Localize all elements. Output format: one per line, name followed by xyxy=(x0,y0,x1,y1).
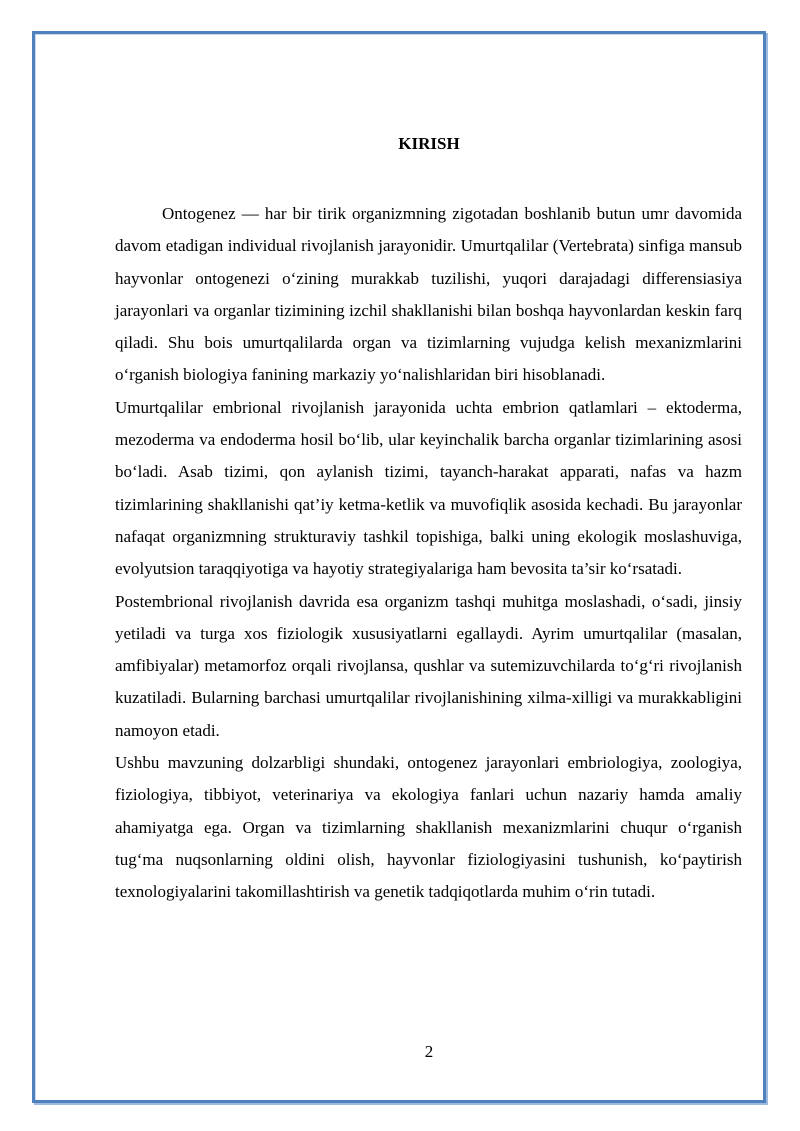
page-number: 2 xyxy=(424,1042,434,1061)
section-heading: KIRISH xyxy=(398,134,460,153)
paragraph-1: Ontogenez — har bir tirik organizmning zigotadan boshlanib butun umr davomida davom etadigan individual rivojlanish jarayonidir. Umurtqalilar (Vertebrata) sinfiga mansub hayvonlar ontogenezi o‘zining murakkab tuzilishi, yuqori darajadagi differensiasiya jarayonlari va organlar tizimining izchil shakllanishi bilan boshqa hayvonlardan keskin farq qiladi. Shu bois umurtqalilarda organ va tizimlarning vujudga kelish mexanizmlarini o‘rganish biologiya fanining markaziy yo‘nalishlaridan biri hisoblanadi. xyxy=(115,204,742,385)
paragraph-2: Umurtqalilar embrional rivojlanish jarayonida uchta embrion qatlamlari – ektoderma, mezoderma va endoderma hosil bo‘lib, ular keyinchalik barcha organlar tizimlarining asosi bo‘ladi. Asab tizimi, qon aylanish tizimi, tayanch-harakat apparati, nafas va hazm tizimlarining shakllanishi qat’iy ketma-ketlik va muvofiqlik asosida kechadi. Bu jarayonlar nafaqat organizmning strukturaviy tashkil topishiga, balki uning ekologik moslashuviga, evolyutsion taraqqiyotiga va hayotiy strategiyalariga ham bevosita ta’sir ko‘rsatadi. xyxy=(115,397,742,579)
body-text xyxy=(115,198,742,909)
paragraph-3: Postembrional rivojlanish davrida esa organizm tashqi muhitga moslashadi, o‘sadi, jinsiy yetiladi va turga xos fiziologik xususiyatlarni egallaydi. Ayrim umurtqalilar (masalan, amfibiyalar) metamorfoz orqali rivojlansa, qushlar va sutemizuvchilarda to‘g‘ri rivojlanish kuzatiladi. Bularning barchasi umurtqalilar rivojlanishining xilma-xilligi va murakkabligini namoyon etadi. xyxy=(115,591,742,740)
paragraph-4: Ushbu mavzuning dolzarbligi shundaki, ontogenez jarayonlari embriologiya, zoologiya, fiziologiya, tibbiyot, veterinariya va ekologiya fanlari uchun nazariy hamda amaliy ahamiyatga ega. Organ va tizimlarning shakllanish mexanizmlarini chuqur o‘rganish tug‘ma nuqsonlarning oldini olish, hayvonlar fiziologiyasini tushunish, ko‘paytirish texnologiyalarini takomillashtirish va genetik tadqiqotlarda muhim o‘rin tutadi. xyxy=(115,753,742,902)
